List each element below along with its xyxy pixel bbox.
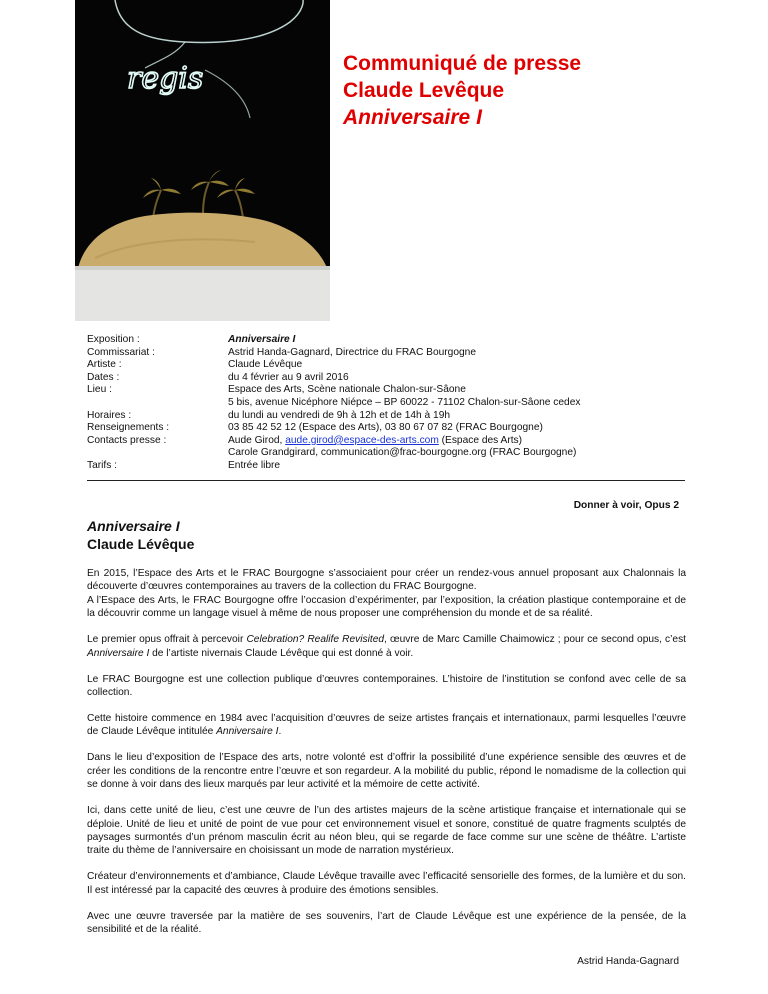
artwork-title: Anniversaire I — [216, 726, 279, 738]
heading-title: Communiqué de presse — [343, 52, 582, 75]
contact-email-link[interactable]: aude.girod@espace-des-arts.com — [285, 434, 439, 446]
article-title-block — [87, 517, 194, 553]
info-row-dates — [87, 372, 687, 385]
neon-island-illustration — [75, 0, 330, 321]
paragraph: A l’Espace des Arts, le FRAC Bourgogne offre l’occasion d’expérimenter, par l’exposition, la création plastique contemporaine et de la découvrir comme un langage visuel à même de nous proposer une compréhension du monde et de sa réalité. — [87, 594, 686, 620]
info-label: Dates : — [87, 371, 120, 383]
info-row-contacts-presse — [87, 435, 687, 448]
info-label: Renseignements : — [87, 422, 170, 434]
contact-name: Aude Girod, — [228, 434, 286, 446]
info-label: Contacts presse : — [87, 434, 167, 446]
info-row-horaires — [87, 410, 687, 423]
info-value: Carole Grandgirard, communication@frac-bourgogne.org (FRAC Bourgogne) — [228, 447, 577, 459]
info-row-exposition — [87, 334, 687, 347]
info-label: Artiste : — [87, 359, 122, 371]
info-value: Claude Lévêque — [228, 359, 303, 371]
heading-exhibition: Anniversaire I — [343, 106, 482, 129]
contact-org: (Espace des Arts) — [438, 434, 523, 446]
article-artist: Claude Lévêque — [87, 536, 195, 552]
exhibition-info — [87, 334, 687, 473]
info-label — [87, 447, 228, 460]
info-row-commissariat — [87, 347, 687, 360]
artwork-image — [75, 0, 330, 321]
separator-rule — [87, 480, 685, 481]
info-value: 5 bis, avenue Nicéphore Niépce – BP 60022 - 71102 Chalon-sur-Sâone cedex — [228, 396, 581, 408]
info-row-tarifs — [87, 460, 687, 473]
info-label: Exposition : — [87, 334, 140, 345]
article-title: Anniversaire I — [87, 518, 180, 534]
paragraph: Le premier opus offrait à percevoir Celebration? Realife Revisited, œuvre de Marc Camille Chaimowicz ; pour ce second opus, c’est Anniversaire I de l’artiste nivernais Claude Lévêque qui est donné à voir. — [87, 634, 687, 659]
info-row-renseignements — [87, 422, 687, 435]
neon-word: regis — [127, 61, 204, 96]
info-value: du 4 février au 9 avril 2016 — [228, 371, 349, 383]
paragraph: Ici, dans cette unité de lieu, c’est une œuvre de l’un des artistes majeurs de la scène artistique française et internationale qui se déploie. Unité de lieu et unité de point de vue pour cet environnement visuel et sonore, constitué de quatre fragments sculptés de paysages surmontés d’un prénom masculin écrit au néon bleu, qui se regarde de face comme sur une scène de théâtre. L’artiste traite du thème de l’anniversaire en choisissant un mode de narration mystérieux. — [87, 805, 686, 857]
info-row-lieu — [87, 384, 687, 397]
info-row-artiste — [87, 359, 687, 372]
paragraph: Créateur d’environnements et d’ambiance, Claude Lévêque travaille avec l’efficacité sensorielle des formes, de la lumière et du son. Il est intéressé par la capacité des œuvres à produire des émotions sensibles. — [87, 871, 686, 896]
signature: Astrid Handa-Gagnard — [577, 956, 679, 967]
info-label — [87, 397, 228, 410]
info-value: 03 85 42 52 12 (Espace des Arts), 03 80 67 07 82 (FRAC Bourgogne) — [228, 422, 543, 434]
info-row-contact-frac — [87, 447, 687, 460]
info-label: Tarifs : — [87, 459, 117, 471]
paragraph: Le FRAC Bourgogne est une collection publique d’œuvres contemporaines. L’histoire de l’institution se confond avec celle de sa collection. — [87, 673, 686, 699]
paragraph: Cette histoire commence en 1984 avec l’acquisition d’œuvres de seize artistes français et internationaux, parmi lesquelles l’œuvre de Claude Lévêque intitulée Anniversaire I. — [87, 713, 686, 738]
paragraph: Avec une œuvre traversée par la matière de ses souvenirs, l’art de Claude Lévêque est une expérience de la pensée, de la sensibilité et de la réalité. — [87, 910, 686, 936]
info-value: Anniversaire I — [228, 334, 296, 345]
info-value: Entrée libre — [228, 459, 281, 471]
info-label: Horaires : — [87, 409, 132, 421]
heading-artist: Claude Levêque — [343, 79, 505, 102]
info-row-adresse — [87, 397, 687, 410]
artwork-title: Anniversaire I — [87, 647, 150, 659]
info-value: Espace des Arts, Scène nationale Chalon-sur-Sâone — [228, 384, 466, 396]
info-value: Astrid Handa-Gagnard, Directrice du FRAC Bourgogne — [228, 346, 477, 358]
info-label: Lieu : — [87, 384, 112, 396]
info-label: Commissariat : — [87, 346, 155, 358]
article-body — [87, 567, 686, 949]
opus-label: Donner à voir, Opus 2 — [573, 500, 679, 511]
artwork-title: Celebration? Realife Revisited — [246, 634, 385, 646]
paragraph: Dans le lieu d’exposition de l’Espace des arts, notre volonté est d’offrir la possibilité d’une expérience sensible des œuvres et de créer les conditions de la rencontre entre l’œuvre et son regardeur. A la mobilité du public, répond le nomadisme de la collection qui se donne à voir dans des lieux marqués par leur activité et la mémoire de cette activité. — [87, 752, 686, 791]
info-value — [228, 435, 687, 448]
paragraph: En 2015, l’Espace des Arts et le FRAC Bourgogne s’associaient pour créer un rendez-vous annuel proposant aux Chalonnais la découverte d’œuvres contemporaines au travers de la collection du FRAC Bourgogne. — [87, 568, 686, 593]
press-release-heading — [343, 50, 581, 131]
info-value: du lundi au vendredi de 9h à 12h et de 14h à 19h — [228, 409, 451, 421]
